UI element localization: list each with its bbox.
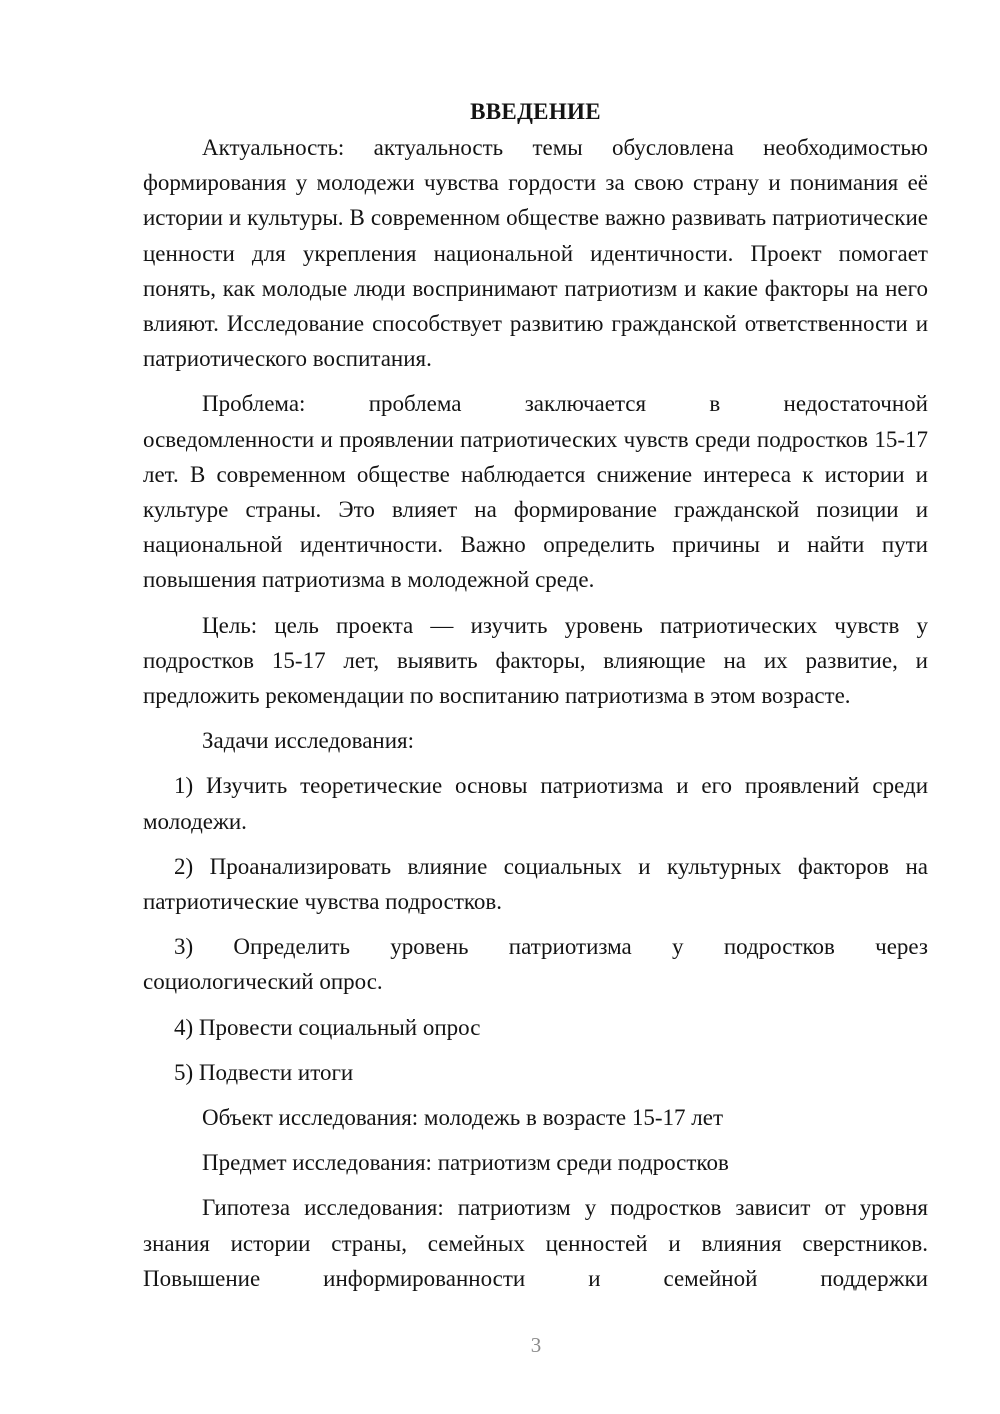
subject-paragraph: Предмет исследования: патриотизм среди подростков [202,1150,729,1176]
problem-paragraph-line1: Проблема: проблема заключается в недостаточной [202,391,928,417]
object-paragraph: Объект исследования: молодежь в возрасте 15-17 лет [202,1105,724,1131]
tasks-heading: Задачи исследования: [202,728,415,754]
relevance-paragraph: Актуальность: актуальность темы обусловлена необходимостью формирования у молодежи чувства гордости за свою страну и понимания её истории и культуры. В современном обществе важно развивать патриотические ценности для укрепления национальной идентичности. Проект помогает понять, как молодые люди воспринимают патриотизм и какие факторы на него влияют. Исследование способствует развитию гражданской ответственности и патриотического воспитания. [143,135,928,372]
task-item-3-line1: 3) Определить уровень патриотизма у подростков через [174,934,928,960]
page-number: 3 [530,1333,542,1357]
task-item-2: 2) Проанализировать влияние социальных и культурных факторов на патриотические чувства подростков. [143,853,928,915]
task-item-1: 1) Изучить теоретические основы патриотизма и его проявлений среди молодежи. [143,773,928,834]
document-page [143,94,928,1296]
task-item-3-rest: социологический опрос. [143,969,383,995]
hypothesis-paragraph: Гипотеза исследования: патриотизм у подростков зависит от уровня знания истории страны, семейных ценностей и влияния сверстников. Повышение информированности и семейной поддержки [143,1195,928,1291]
goal-paragraph: Цель: цель проекта — изучить уровень патриотических чувств у подростков 15-17 лет, выявить факторы, влияющие на их развитие, и предложить рекомендации по воспитанию патриотизма в этом возрасте. [143,612,928,709]
task-item-5: 5) Подвести итоги [174,1059,354,1085]
page-title: ВВЕДЕНИЕ [470,99,601,124]
problem-paragraph-rest: осведомленности и проявлении патриотических чувств среди подростков 15-17 лет. В современном обществе наблюдается снижение интереса к истории и культуре страны. Это влияет на формирование гражданской позиции и национальной идентичности. Важно определить причины и найти пути повышения патриотизма в молодежной среде. [143,426,928,593]
task-item-4: 4) Провести социальный опрос [174,1014,481,1040]
